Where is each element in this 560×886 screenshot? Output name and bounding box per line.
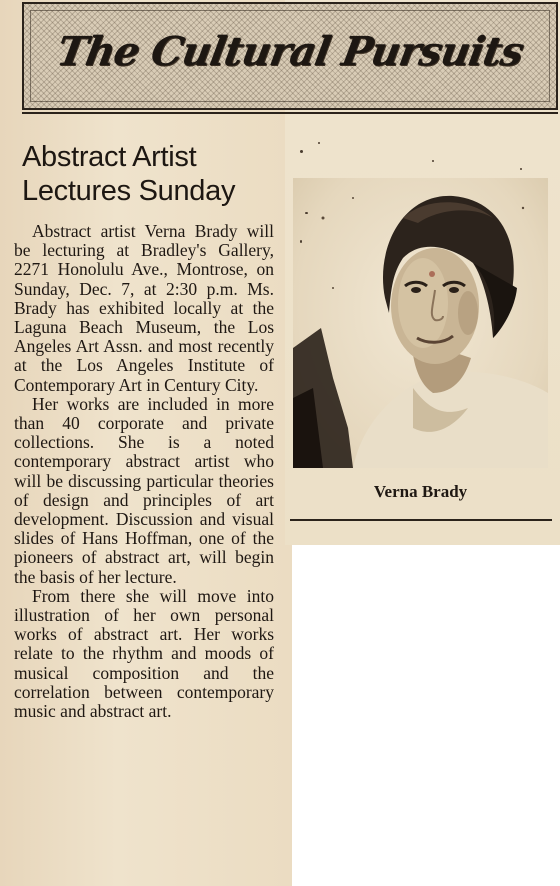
headline-line-2: Lectures Sunday [22,175,236,207]
print-speck [432,160,434,162]
headline-line-1: Abstract Artist [22,141,197,173]
print-speck [300,240,302,243]
portrait-photo [293,178,548,468]
print-speck [520,168,522,170]
print-speck [305,212,308,214]
print-speck [300,150,303,153]
article-paragraph-2: Her works are included in more than 40 corporate and private collections. She is a noted contemporary abstract artist who will be discussing particular theories of design and principles of art development. Discussion and visual slides of Hans Hoffman, one of the pioneers of abstract art, will begin the basis of her lecture. [14,393,274,587]
caption-rule [290,519,552,521]
section-banner [22,2,558,110]
photo-caption: Verna Brady [373,482,468,501]
section-title: The Cultural Pursuits [53,28,527,75]
portrait-illustration [293,178,548,468]
article-paragraph-3: From there she will move into illustration of her own personal works of abstract art. Her works relate to the rhythm and moods of musical composition and the correlation between contemporary music and abstract art. [14,585,274,722]
article-body [14,222,274,721]
banner-rule [22,112,558,114]
article-headline [22,140,292,208]
print-speck [318,142,320,144]
article-paragraph-1: Abstract artist Verna Brady will be lecturing at Bradley's Gallery, 2271 Honolulu Ave., Montrose, on Sunday, Dec. 7, at 2:30 p.m. Ms. Brady has exhibited locally at the Laguna Beach Museum, the Los Angeles Art Assn. and most recently at the Los Angeles Institute of Contemporary Art in Century City. [14,221,274,395]
